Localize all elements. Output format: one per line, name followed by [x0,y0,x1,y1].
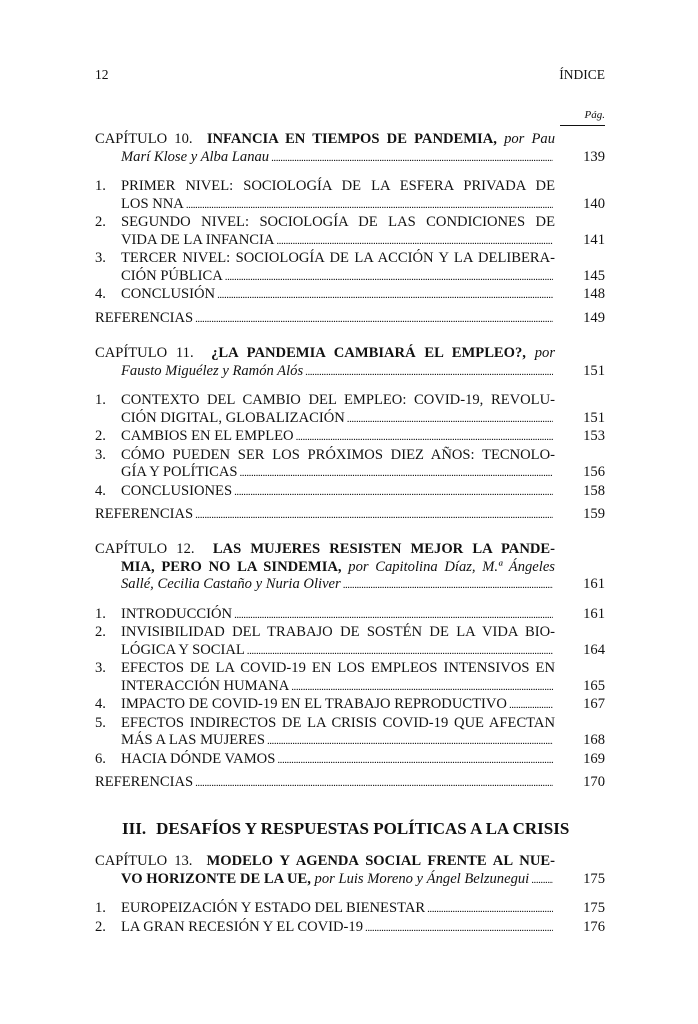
page-ref: 145 [583,267,605,284]
chapter-heading [95,345,605,363]
section-number: 2. [95,428,106,444]
section-item [95,214,605,250]
chapter-title: ¿LA PANDEMIA CAMBIARÁ EL EMPLEO?, [211,345,526,361]
references-line [95,774,605,793]
page-ref: 161 [583,605,605,622]
dot-leader [427,900,553,919]
dot-leader [347,410,553,429]
dot-leader [276,232,553,251]
section-item [95,696,605,715]
page-ref: 159 [583,506,605,522]
chapter-title-cont: VO HORIZONTE DE LA UE, [121,870,311,887]
section-item [95,751,605,770]
chapter-authors: Sallé, Cecilia Castaño y Nuria Oliver [121,576,341,592]
section-title: LA GRAN RECESIÓN Y EL COVID-19 [121,918,364,935]
section-title: EUROPEIZACIÓN Y ESTADO DEL BIENESTAR [121,900,426,916]
section-item [95,392,605,428]
dot-leader [296,428,553,447]
page-ref: 158 [583,482,605,499]
section-item [95,428,605,447]
chapter-author: por Capitolina Díaz, M.ª Ángeles [348,558,555,575]
dot-leader [277,751,553,770]
chapter-11-entry [95,345,605,525]
section-number: 5. [95,714,106,731]
section-item [95,715,605,751]
section-title: PRIMER NIVEL: SOCIOLOGÍA DE LA ESFERA PRIVADA DE [121,178,555,194]
section-item [95,919,605,938]
page-ref: 176 [583,918,605,935]
page-ref: 175 [583,900,605,916]
dot-leader [531,871,553,890]
section-title-cont: CIÓN DIGITAL, GLOBALIZACIÓN [121,409,345,426]
section-number: 3. [95,660,106,676]
dot-leader [234,606,553,625]
section-item [95,624,605,660]
chapter-title: LAS MUJERES RESISTEN MEJOR LA PANDE- [212,541,555,557]
chapter-label: CAPÍTULO 13. [95,853,193,869]
dot-leader [225,268,553,287]
chapter-authors: Marí Klose y Alba Lanau [121,148,270,165]
section-number: 3. [95,446,106,463]
section-item [95,447,605,483]
dot-leader [186,196,553,215]
toc-line [95,576,605,595]
section-item [95,483,605,502]
chapter-author: por Pau [504,131,555,147]
page-ref: 156 [583,464,605,480]
section-title: HACIA DÓNDE VAMOS [121,750,276,767]
section-title-cont: INTERACCIÓN HUMANA [121,677,290,694]
dot-leader [343,576,553,595]
section-title-cont: LOS NNA [121,195,184,212]
chapter-label: CAPÍTULO 12. [95,541,195,557]
toc-line [95,363,605,382]
page-ref: 168 [583,732,605,748]
section-title-cont: LÓGICA Y SOCIAL [121,641,245,658]
chapter-10-entry [95,131,605,328]
chapter-author: por Luis Moreno y Ángel Belzunegui [314,870,530,887]
chapter-label: CAPÍTULO 11. [95,345,194,361]
chapter-heading-cont [95,559,605,577]
chapter-authors: Fausto Miguélez y Ramón Alós [121,362,304,379]
chapter-12-entry [95,541,605,793]
chapter-title: INFANCIA EN TIEMPOS DE PANDEMIA, [206,131,497,147]
section-number: 4. [95,696,106,712]
section-item [95,900,605,919]
section-number: 3. [95,250,106,266]
page-ref: 148 [583,286,605,302]
toc-line [95,871,605,890]
dot-leader [305,363,553,382]
references-line [95,310,605,329]
section-number: 1. [95,178,106,194]
section-title: CÓMO PUEDEN SER LOS PRÓXIMOS DIEZ AÑOS: TECNOLO- [121,446,555,463]
section-title: SEGUNDO NIVEL: SOCIOLOGÍA DE LAS CONDICIONES DE [121,214,555,230]
chapter-author: por [534,345,555,361]
dot-leader [195,774,553,793]
section-title: CONCLUSIONES [121,482,233,499]
page-ref: 149 [583,309,605,326]
chapter-title: MODELO Y AGENDA SOCIAL FRENTE AL NUE- [206,853,555,869]
dot-leader [271,149,553,168]
section-title: CONCLUSIÓN [121,286,216,302]
references-label: REFERENCIAS [95,774,194,790]
references-line [95,506,605,525]
dot-leader [291,678,553,697]
section-number: 2. [95,918,106,935]
chapter-heading [95,853,605,871]
page-ref: 169 [583,750,605,767]
dot-leader [195,506,553,525]
page-ref: 151 [583,409,605,426]
dot-leader [234,483,553,502]
chapter-heading [95,541,605,559]
page-ref: 141 [583,231,605,248]
page-ref: 161 [583,576,605,592]
page-ref: 153 [583,428,605,444]
section-number: 1. [95,392,106,408]
references-label: REFERENCIAS [95,506,194,522]
dot-leader [365,919,553,938]
section-title-cont: CIÓN PÚBLICA [121,267,223,284]
section-title: CONTEXTO DEL CAMBIO DEL EMPLEO: COVID-19, REVOLU- [121,392,555,408]
section-title: INTRODUCCIÓN [121,605,233,622]
section-number: 1. [95,605,106,622]
part-title: DESAFÍOS Y RESPUESTAS POLÍTICAS A LA CRISIS [156,819,570,838]
chapter-title-cont: MIA, PERO NO LA SINDEMIA, [121,558,342,575]
dot-leader [509,696,553,715]
dot-leader [267,732,553,751]
section-title: EFECTOS INDIRECTOS DE LA CRISIS COVID-19 QUE AFECTAN [121,714,555,731]
page-ref: 175 [583,870,605,887]
chapter-heading [95,131,605,149]
running-section-title: ÍNDICE [559,67,605,82]
toc-line [95,149,605,168]
part-heading [122,819,569,839]
section-item [95,660,605,696]
page-column-rule [560,125,605,126]
dot-leader [195,310,553,329]
section-item [95,606,605,625]
page-column-label: Pág. [584,109,605,121]
section-item [95,178,605,214]
section-title-cont: MÁS A LAS MUJERES [121,732,265,748]
section-title-cont: GÍA Y POLÍTICAS [121,464,238,480]
section-title: INVISIBILIDAD DEL TRABAJO DE SOSTÉN DE LA VIDA BIO- [121,624,555,640]
running-page-number: 12 [95,67,109,82]
section-number: 2. [95,214,106,230]
section-number: 6. [95,750,106,767]
references-label: REFERENCIAS [95,309,194,326]
page-ref: 170 [583,774,605,790]
chapter-13-entry [95,853,605,937]
page-ref: 165 [583,677,605,694]
section-number: 4. [95,482,106,499]
section-title: TERCER NIVEL: SOCIOLOGÍA DE LA ACCIÓN Y LA DELIBERA- [121,250,555,266]
section-title: CAMBIOS EN EL EMPLEO [121,428,294,444]
section-title-cont: VIDA DE LA INFANCIA [121,231,275,248]
section-number: 4. [95,286,106,302]
page-ref: 140 [583,195,605,212]
section-item [95,250,605,286]
section-item [95,286,605,305]
chapter-label: CAPÍTULO 10. [95,131,193,147]
section-number: 2. [95,624,106,640]
section-title: IMPACTO DE COVID-19 EN EL TRABAJO REPRODUCTIVO [121,696,507,712]
dot-leader [239,464,553,483]
section-number: 1. [95,900,106,916]
part-numeral: III. [122,819,147,838]
section-title: EFECTOS DE LA COVID-19 EN LOS EMPLEOS INTENSIVOS EN [121,660,555,676]
page-ref: 167 [583,696,605,712]
page-ref: 139 [583,148,605,165]
page-ref: 151 [583,362,605,379]
page-ref: 164 [583,641,605,658]
dot-leader [247,642,553,661]
dot-leader [217,286,553,305]
